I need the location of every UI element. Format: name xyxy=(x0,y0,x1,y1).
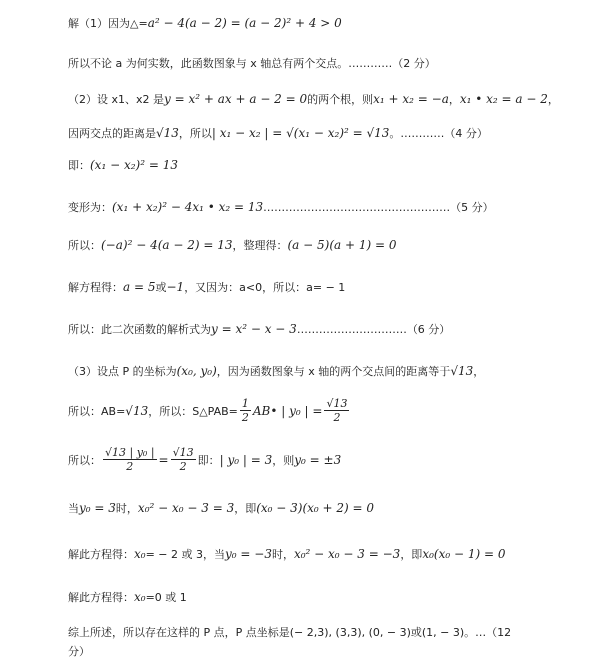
text-segment: 因两交点的距离是 xyxy=(68,127,156,140)
math-expression: a = 5 xyxy=(123,280,156,294)
math-expression: y = x² − x − 3 xyxy=(211,322,297,336)
math-expression: | x₁ − x₂ | = √(x₁ − x₂)² = √13 xyxy=(211,126,390,140)
text-segment: 。…………（4 分） xyxy=(389,127,488,140)
text-segment: =0 或 1 xyxy=(145,591,187,604)
fraction: $\frac{\text{√13 | y₀ |}}{2}$ xyxy=(105,446,155,474)
text-segment: 即： xyxy=(68,159,90,172)
math-expression: (x₁ + x₂)² − 4x₁ • x₂ = 13 xyxy=(112,200,264,214)
math-expression: y₀ = 3 xyxy=(79,501,116,515)
math-expression: x₀ xyxy=(134,590,146,604)
text-line xyxy=(68,234,397,253)
text-segment: ，因为函数图象与 x 轴的两个交点间的距离等于 xyxy=(216,365,451,378)
text-line xyxy=(68,318,450,337)
text-segment: 所以： xyxy=(68,239,101,252)
math-expression: a² − 4(a − 2) = (a − 2)² + 4 > 0 xyxy=(147,16,342,30)
text-line xyxy=(68,52,436,71)
math-expression: (−a)² − 4(a − 2) = 13 xyxy=(101,238,233,252)
fraction: $\frac{1}{2}$ xyxy=(241,397,249,425)
math-expression: √13 xyxy=(450,364,474,378)
text-segment: 解此方程得： xyxy=(68,591,134,604)
text-line xyxy=(68,88,559,107)
text-segment: 的两个根，则 xyxy=(307,93,374,106)
math-expression: = xyxy=(158,453,169,468)
math-expression: (x₀, y₀) xyxy=(176,364,217,378)
math-expression: √13 xyxy=(125,404,149,419)
math-expression: x₀ xyxy=(134,547,146,561)
fraction: $\frac{√13}{2}$ xyxy=(326,397,348,425)
text-segment: 解此方程得： xyxy=(68,548,134,561)
math-expression: y₀ = ±3 xyxy=(294,453,342,468)
text-line xyxy=(68,276,345,295)
text-segment: 分） xyxy=(68,645,90,658)
math-expression: √13 xyxy=(156,126,179,140)
math-expression: x₀² − x₀ − 3 = −3 xyxy=(293,547,401,561)
text-line xyxy=(68,12,342,31)
math-expression: | y₀ | = 3 xyxy=(219,453,273,468)
math-expression: x₀² − x₀ − 3 = 3 xyxy=(137,501,235,515)
text-segment: ，所以 xyxy=(178,127,212,140)
math-expression: (x₁ − x₂)² = 13 xyxy=(90,158,178,172)
text-segment: ……………………………………………（5 分） xyxy=(263,201,494,214)
text-segment: ， xyxy=(473,365,485,378)
text-line xyxy=(68,196,494,215)
math-expression: x₀(x₀ − 1) = 0 xyxy=(422,547,506,561)
text-segment: ， xyxy=(547,93,559,106)
math-expression: (a − 5)(a + 1) = 0 xyxy=(287,238,397,252)
math-expression: AB• | y₀ | = xyxy=(252,404,323,419)
text-segment: 当 xyxy=(68,502,79,515)
text-segment: 时， xyxy=(271,548,294,561)
text-segment: 时， xyxy=(115,502,138,515)
math-expression: −1 xyxy=(166,280,185,294)
text-line xyxy=(68,122,488,141)
text-segment: （2）设 x1、x2 是 xyxy=(68,93,165,106)
text-segment: 所以：AB= xyxy=(68,405,126,419)
text-segment: ，则 xyxy=(272,454,295,468)
text-segment: ，整理得： xyxy=(232,239,288,252)
text-segment: 变形为： xyxy=(68,201,112,214)
math-expression: y₀ = −3 xyxy=(225,547,272,561)
text-line xyxy=(68,397,351,424)
text-segment: 综上所述，所以存在这样的 P 点，P 点坐标是(− 2,3), (3,3), (0, − 3)或(1, − 3)。…（12 xyxy=(68,626,512,639)
text-segment: （3）设点 P 的坐标为 xyxy=(68,365,177,378)
math-expression: x₁ • x₂ = a − 2 xyxy=(459,92,548,106)
text-segment: ，即 xyxy=(400,548,423,561)
text-segment: 即： xyxy=(197,454,220,468)
math-expression: x₁ + x₂ = −a xyxy=(373,92,449,106)
text-segment: ，即 xyxy=(234,502,257,515)
math-expression: y = x² + ax + a − 2 = 0 xyxy=(164,92,308,106)
text-line xyxy=(68,586,187,605)
text-segment: 或 xyxy=(155,281,167,294)
text-segment: ，所以：S△PAB= xyxy=(148,405,238,419)
math-expression: (x₀ − 3)(x₀ + 2) = 0 xyxy=(256,501,375,515)
text-line xyxy=(68,543,505,562)
text-segment: 所以不论 a 为何实数，此函数图象与 x 轴总有两个交点。…………（2 分） xyxy=(68,57,436,70)
text-segment: 所以： xyxy=(68,454,101,468)
text-segment: 解方程得： xyxy=(68,281,123,294)
text-line xyxy=(68,497,374,516)
text-segment: 所以：此二次函数的解析式为 xyxy=(68,323,211,336)
fraction: $\frac{√13}{2}$ xyxy=(172,446,194,474)
text-line xyxy=(68,640,90,659)
text-line xyxy=(68,621,511,640)
text-segment: = − 2 或 3，当 xyxy=(145,548,225,561)
text-line xyxy=(68,360,484,379)
text-line xyxy=(68,154,178,173)
text-segment: ， xyxy=(448,93,460,106)
text-segment: ，又因为：a<0，所以：a= − 1 xyxy=(184,281,346,294)
text-segment: 解（1）因为△= xyxy=(68,17,148,30)
text-segment: …………………………（6 分） xyxy=(296,323,451,336)
text-line xyxy=(68,446,341,473)
